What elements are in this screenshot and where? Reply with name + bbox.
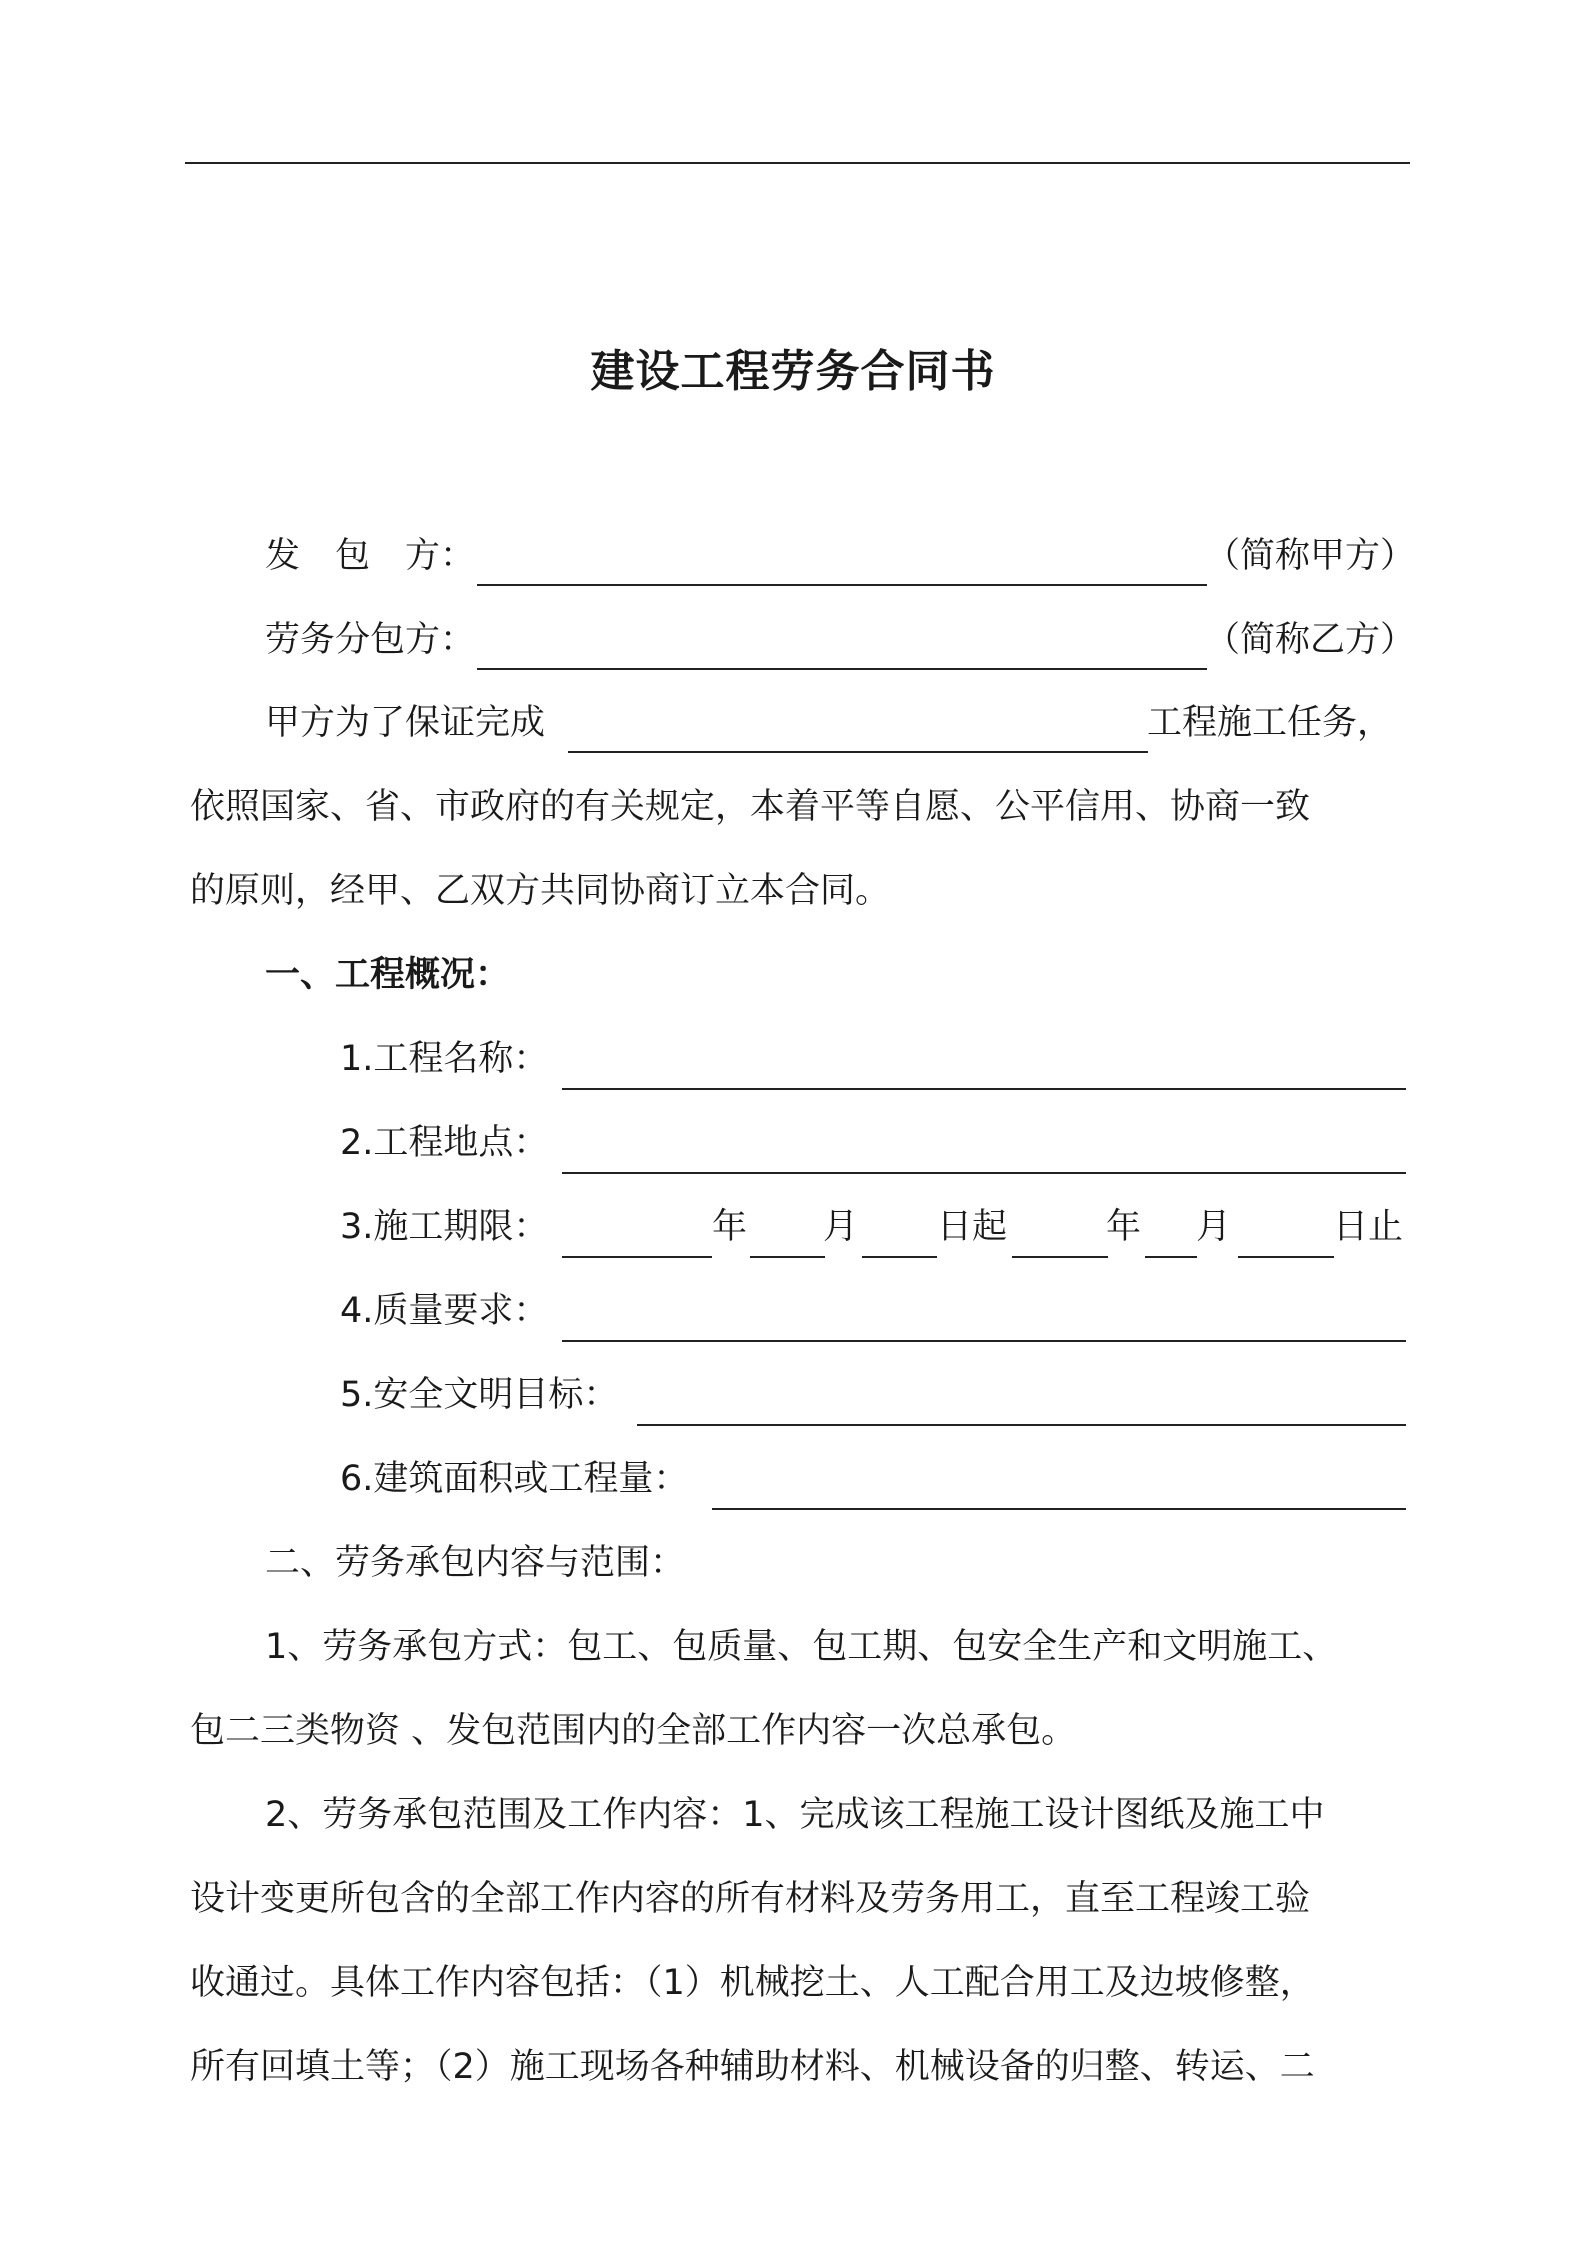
intro-line2: 依照国家、省、市政府的有关规定，本着平等自愿、公平信用、协商一致 [190,787,1311,827]
section2-p2-line4: 所有回填土等；（2）施工现场各种辅助材料、机械设备的归整、转运、二 [190,2047,1315,2087]
start-day-unit: 日起 [937,1207,1008,1247]
document-title: 建设工程劳务合同书 [590,346,996,397]
section2-p1-line1: 1、劳务承包方式：包工、包质量、包工期、包安全生产和文明施工、 [265,1627,1338,1667]
section2-p2-line2: 设计变更所包含的全部工作内容的所有材料及劳务用工，直至工程竣工验 [190,1879,1311,1919]
project-location-field[interactable] [562,1172,1406,1174]
building-area-label: 6.建筑面积或工程量： [340,1459,689,1499]
construction-period-label: 3.施工期限： [340,1207,549,1247]
quality-requirement-label: 4.质量要求： [340,1291,549,1331]
end-year-field[interactable] [1012,1256,1108,1258]
project-name-field[interactable] [562,1088,1406,1090]
intro-line1-end: 工程施工任务， [1147,703,1393,743]
end-day-unit: 日止 [1333,1207,1404,1247]
building-area-field[interactable] [712,1508,1406,1510]
contractor-note: （简称甲方） [1205,536,1416,576]
header-rule [185,162,1410,164]
project-location-label: 2.工程地点： [340,1123,549,1163]
section2-p1-line2: 包二三类物资 、发包范围内的全部工作内容一次总承包。 [190,1711,1077,1751]
contractor-label: 发 包 方： [265,536,476,576]
start-month-field[interactable] [750,1256,825,1258]
safety-target-field[interactable] [637,1424,1406,1426]
section2-p2-line1: 2、劳务承包范围及工作内容：1、完成该工程施工设计图纸及施工中 [265,1795,1325,1835]
start-year-unit: 年 [712,1207,748,1247]
end-month-unit: 月 [1196,1207,1232,1247]
start-month-unit: 月 [823,1207,859,1247]
section2-p2-line3: 收通过。具体工作内容包括：（1）机械挖土、人工配合用工及边坡修整， [190,1963,1315,2003]
quality-requirement-field[interactable] [562,1340,1406,1342]
safety-target-label: 5.安全文明目标： [340,1375,619,1415]
end-month-field[interactable] [1145,1256,1197,1258]
start-year-field[interactable] [562,1256,712,1258]
intro-line3: 的原则，经甲、乙双方共同协商订立本合同。 [190,871,891,911]
project-name-blank[interactable] [568,751,1148,753]
subcontractor-note: （简称乙方） [1205,620,1416,660]
contractor-blank[interactable] [477,584,1207,586]
project-name-label: 1.工程名称： [340,1039,549,1079]
subcontractor-blank[interactable] [477,668,1207,670]
section1-heading: 一、工程概况： [265,955,511,995]
section2-heading: 二、劳务承包内容与范围： [265,1543,686,1583]
start-day-field[interactable] [862,1256,937,1258]
subcontractor-label: 劳务分包方： [265,620,476,660]
end-day-field[interactable] [1238,1256,1334,1258]
intro-line1-start: 甲方为了保证完成 [265,703,546,743]
end-year-unit: 年 [1106,1207,1142,1247]
